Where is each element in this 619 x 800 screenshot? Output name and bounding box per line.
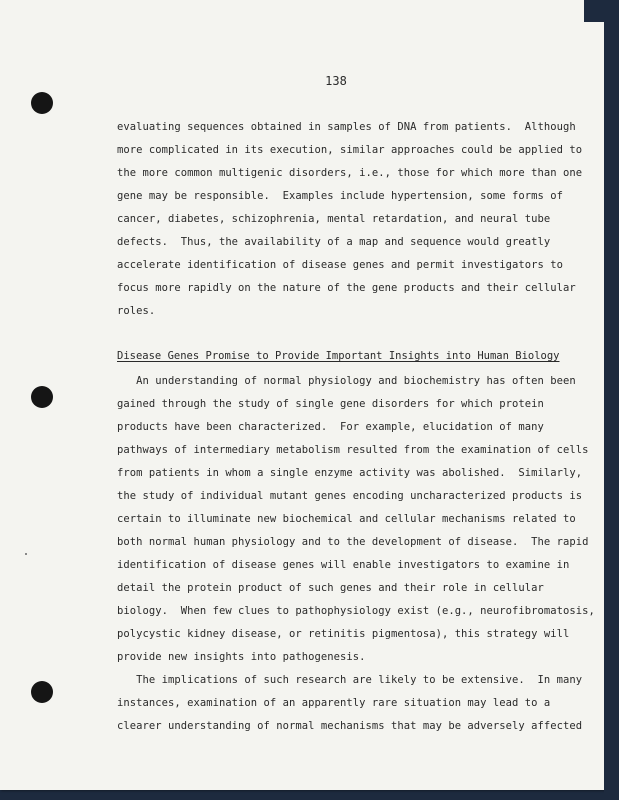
text-line: accelerate identification of disease genes and permit investigators to (117, 259, 564, 271)
text-line: The implications of such research are likely to be extensive. In many (117, 674, 583, 686)
text-line: more complicated in its execution, similar approaches could be applied to (117, 144, 583, 156)
text-line: clearer understanding of normal mechanisms that may be adversely affected (117, 720, 583, 732)
text-line: pathways of intermediary metabolism resulted from the examination of cells (117, 444, 589, 456)
text-line: evaluating sequences obtained in samples of DNA from patients. Although (117, 121, 576, 133)
scan-speck (25, 553, 27, 555)
text-line: both normal human physiology and to the development of disease. The rapid (117, 536, 589, 548)
scan-corner (584, 0, 619, 22)
text-line: cancer, diabetes, schizophrenia, mental retardation, and neural tube (117, 213, 551, 225)
text-line: biology. When few clues to pathophysiology exist (e.g., neurofibromatosis, (117, 605, 595, 617)
text-line: defects. Thus, the availability of a map and sequence would greatly (117, 236, 551, 248)
scan-background (604, 22, 619, 800)
text-line: products have been characterized. For example, elucidation of many (117, 421, 544, 433)
page-number: 138 (325, 74, 347, 88)
text-line: polycystic kidney disease, or retinitis pigmentosa), this strategy will (117, 628, 570, 640)
text-line: from patients in whom a single enzyme activity was abolished. Similarly, (117, 467, 583, 479)
text-line: the more common multigenic disorders, i.e., those for which more than one (117, 167, 583, 179)
text-line: certain to illuminate new biochemical and cellular mechanisms related to (117, 513, 576, 525)
punch-hole (31, 386, 53, 408)
text-line: provide new insights into pathogenesis. (117, 651, 366, 663)
text-line: the study of individual mutant genes encoding uncharacterized products is (117, 490, 583, 502)
text-line: detail the protein product of such genes and their role in cellular (117, 582, 544, 594)
text-line: gained through the study of single gene disorders for which protein (117, 398, 544, 410)
punch-hole (31, 92, 53, 114)
text-line: gene may be responsible. Examples include hypertension, some forms of (117, 190, 564, 202)
punch-hole (31, 681, 53, 703)
text-line: focus more rapidly on the nature of the gene products and their cellular (117, 282, 576, 294)
section-heading: Disease Genes Promise to Provide Important Insights into Human Biology (117, 350, 560, 362)
text-line: An understanding of normal physiology and biochemistry has often been (117, 375, 576, 387)
text-line: instances, examination of an apparently rare situation may lead to a (117, 697, 551, 709)
text-line: identification of disease genes will enable investigators to examine in (117, 559, 570, 571)
text-line: roles. (117, 305, 156, 317)
